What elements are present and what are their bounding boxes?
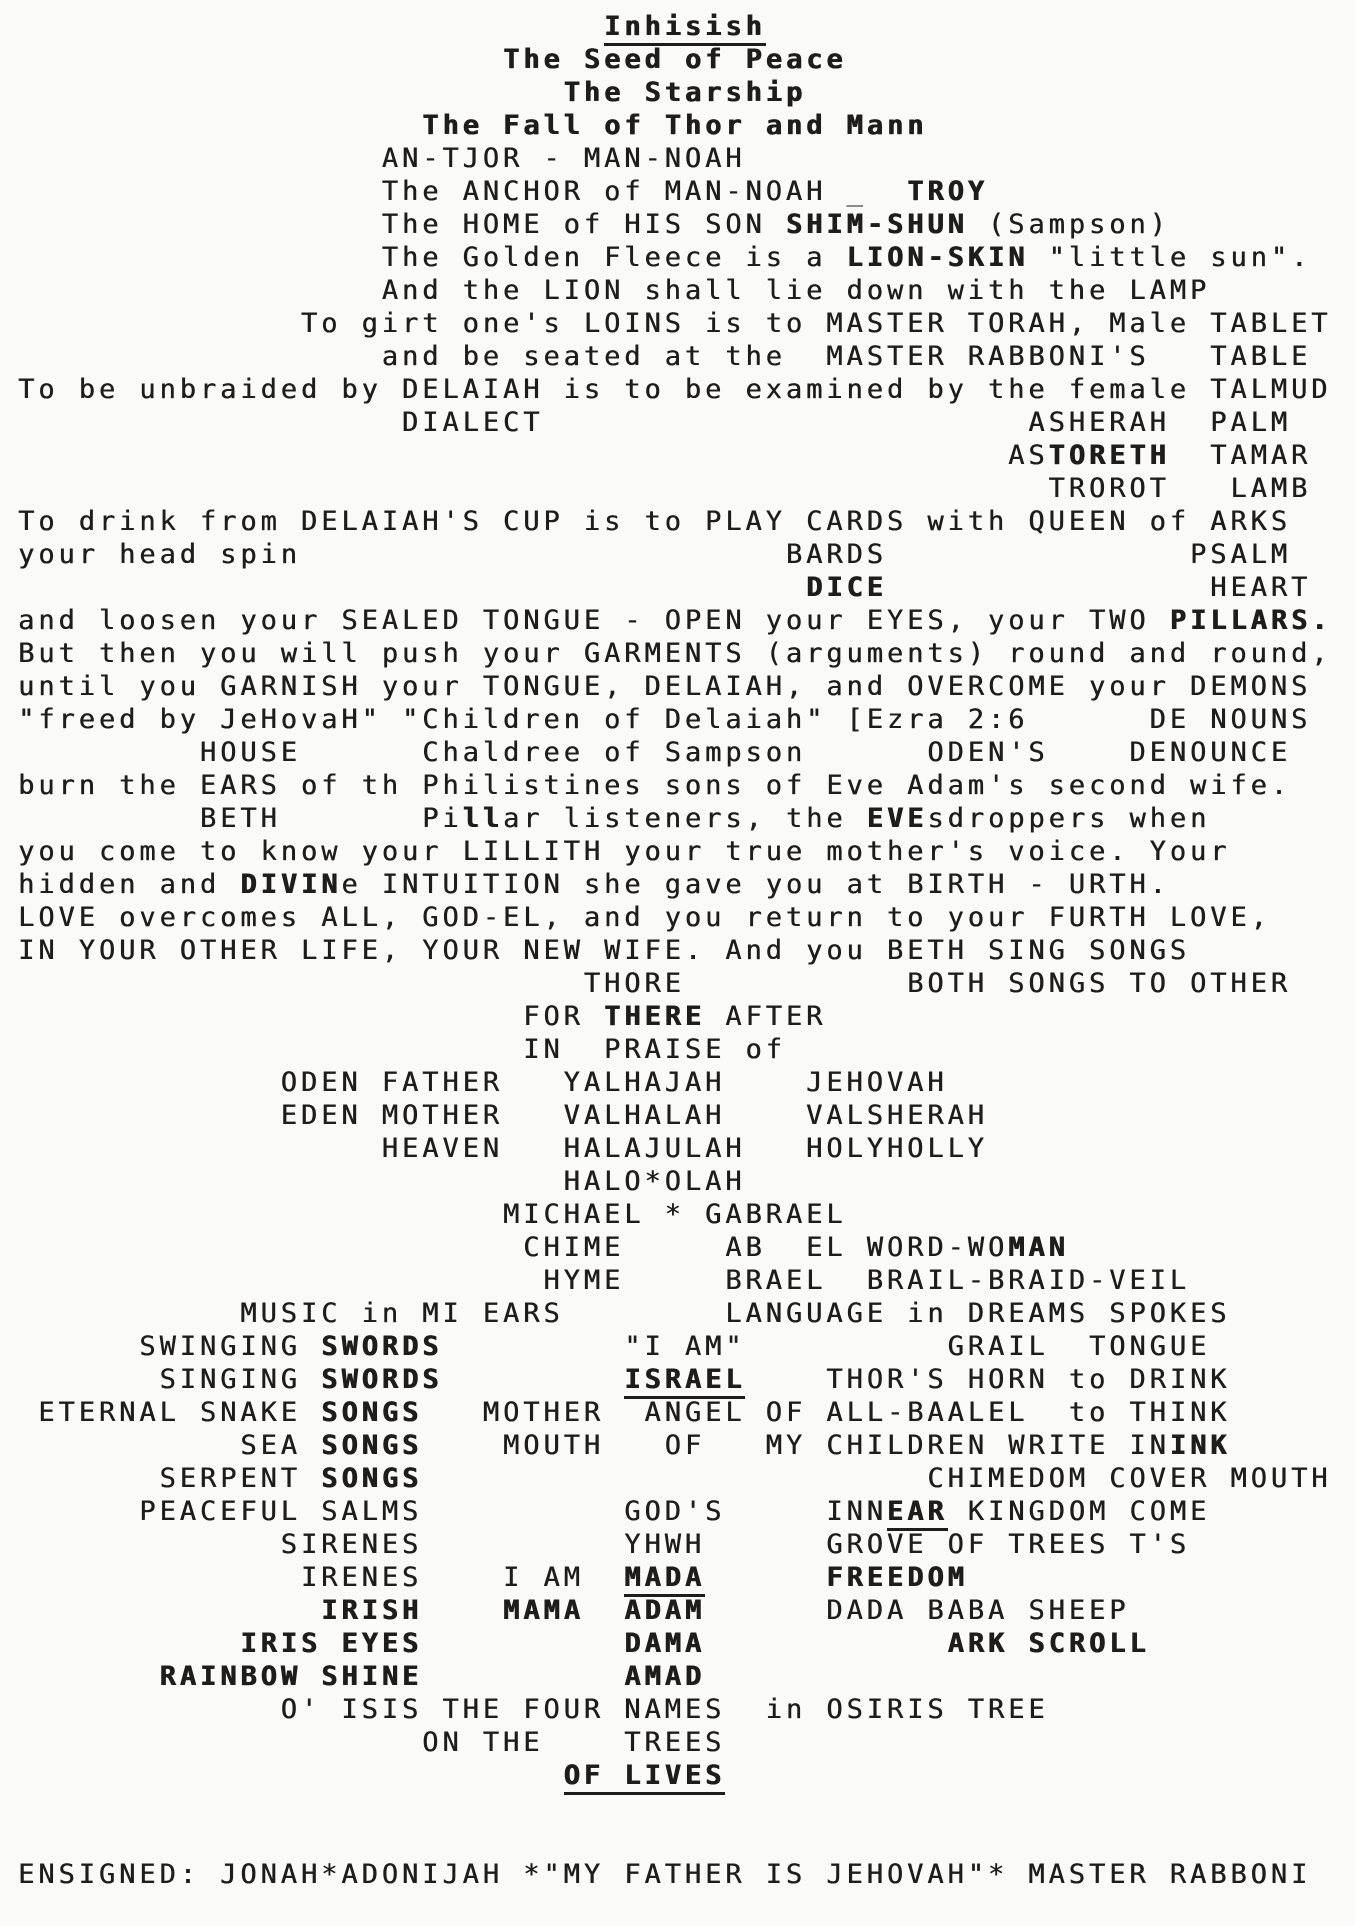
text-segment: But then you will push your GARMENTS (arguments) round and round,	[18, 638, 1332, 669]
text-segment: LION-SKIN	[846, 242, 1029, 273]
text-segment: MICHAEL * GABRAEL	[502, 1199, 847, 1230]
text-segment: and loosen your SEALED TONGUE - OPEN your EYES, your TWO	[18, 605, 1150, 636]
text-segment: HEAVEN HALAJULAH HOLYHOLLY	[381, 1133, 988, 1164]
text-line	[18, 1396, 1355, 1429]
text-line	[18, 1858, 1355, 1891]
text-line	[18, 1429, 1355, 1462]
text-segment: Chaldree of Sampson	[422, 737, 807, 768]
text-segment: TROROT	[1048, 473, 1170, 504]
text-line	[18, 505, 1355, 538]
text-line	[18, 1198, 1355, 1231]
text-segment: Pi	[422, 803, 463, 834]
text-line	[18, 1462, 1355, 1495]
text-line	[18, 1594, 1355, 1627]
text-segment: GROVE OF TREES T'S	[826, 1529, 1190, 1560]
text-segment: SWORDS	[321, 1364, 443, 1395]
text-segment: FREEDOM	[826, 1562, 968, 1593]
text-segment: sdroppers when	[927, 803, 1211, 834]
text-segment: in OSIRIS TREE	[765, 1694, 1049, 1725]
text-line	[18, 571, 1355, 604]
text-segment: ODEN FATHER YALHAJAH JEHOVAH	[280, 1067, 948, 1098]
text-segment: ADAM	[624, 1595, 706, 1626]
text-segment: AB EL WORD-WO	[725, 1232, 1009, 1263]
text-segment: ENSIGNED: JONAH*ADONIJAH *"MY FATHER IS JEHOVAH"* MASTER RABBONI	[18, 1859, 1312, 1890]
text-line	[18, 967, 1355, 1000]
text-segment: DIALECT	[401, 407, 544, 438]
text-segment: TROY	[907, 176, 988, 207]
text-segment: ISRAEL	[624, 1364, 745, 1399]
text-line	[18, 1132, 1355, 1165]
text-segment: The Seed of Peace	[502, 44, 847, 75]
text-segment: e INTUITION she gave you at BIRTH - URTH.	[341, 869, 1170, 900]
text-segment: To girt one's LOINS is to MASTER TORAH, Male TABLET	[300, 308, 1332, 339]
text-segment: BARDS	[785, 539, 887, 570]
text-segment: EAR	[887, 1496, 948, 1531]
text-line	[18, 703, 1355, 736]
text-segment: LAMB	[1230, 473, 1312, 504]
text-line	[18, 1759, 1355, 1792]
text-segment: SIRENES	[280, 1529, 423, 1560]
text-line	[18, 10, 1355, 43]
text-segment: "little sun".	[1048, 242, 1312, 273]
text-segment: HEART	[1210, 572, 1312, 603]
text-segment: SONGS	[321, 1397, 423, 1428]
text-segment: "I AM"	[624, 1331, 746, 1362]
text-segment: AS	[1008, 440, 1049, 471]
text-segment: DIVIN	[240, 869, 342, 900]
text-segment: SEA	[240, 1430, 301, 1461]
text-segment: The HOME of HIS SON	[381, 209, 766, 240]
text-segment: you come to know your LILLITH your true mother's voice. Your	[18, 836, 1231, 867]
text-segment: MAMA	[502, 1595, 584, 1626]
text-line	[18, 76, 1355, 109]
text-line	[18, 1264, 1355, 1297]
text-line	[18, 340, 1355, 373]
text-line	[18, 373, 1355, 406]
text-segment: THOR'S HORN to DRINK	[826, 1364, 1231, 1395]
text-line	[18, 1297, 1355, 1330]
text-segment: (Sampson)	[987, 209, 1170, 240]
text-segment: HOUSE	[199, 737, 301, 768]
text-segment: OF LIVES	[564, 1760, 726, 1795]
text-line	[18, 439, 1355, 472]
text-segment: PILLARS.	[1169, 605, 1332, 636]
text-segment: IRENES	[300, 1562, 423, 1593]
text-segment: EVE	[866, 803, 928, 834]
text-segment: SONGS	[321, 1463, 423, 1494]
text-line	[18, 901, 1355, 934]
text-line	[18, 835, 1355, 868]
text-segment: IRISH	[321, 1595, 423, 1626]
text-segment: FOR	[523, 1001, 584, 1032]
text-segment: AFTER	[725, 1001, 827, 1032]
text-segment: GOD'S	[624, 1496, 726, 1527]
text-segment: MOTHER ANGEL OF ALL-BAALEL to THINK	[482, 1397, 1231, 1428]
text-segment: PEACEFUL SALMS	[139, 1496, 423, 1527]
text-segment: AMAD	[624, 1661, 706, 1692]
text-line	[18, 1231, 1355, 1264]
text-line	[18, 1066, 1355, 1099]
text-segment: BRAEL BRAIL-BRAID-VEIL	[725, 1265, 1190, 1296]
text-line	[18, 472, 1355, 505]
text-line	[18, 1726, 1355, 1759]
text-segment: The Golden Fleece is a	[381, 242, 827, 273]
text-segment: ODEN'S	[927, 737, 1049, 768]
text-line	[18, 1825, 1355, 1858]
text-segment: INN	[826, 1496, 887, 1527]
text-line	[18, 1363, 1355, 1396]
text-segment: hidden and	[18, 869, 221, 900]
text-line	[18, 736, 1355, 769]
text-line	[18, 142, 1355, 175]
text-segment: LOVE overcomes ALL, GOD-EL, and you return to your FURTH LOVE,	[18, 902, 1271, 933]
text-segment: The ANCHOR of MAN-NOAH _	[381, 176, 867, 207]
text-segment: Inhisish	[604, 11, 766, 46]
text-segment: THORE	[583, 968, 685, 999]
text-segment: MAN	[1008, 1232, 1069, 1263]
text-line	[18, 868, 1355, 901]
text-segment: SHIM-SHUN	[785, 209, 968, 240]
text-segment: TAMAR	[1210, 440, 1312, 471]
text-line	[18, 637, 1355, 670]
text-line	[18, 175, 1355, 208]
text-segment: SWORDS	[321, 1331, 443, 1362]
text-line	[18, 307, 1355, 340]
text-line	[18, 1000, 1355, 1033]
text-segment: "freed by JeHovaH" "Children of Delaiah" [Ezra 2:6	[18, 704, 1029, 735]
text-segment: DICE	[806, 572, 887, 603]
text-line	[18, 1495, 1355, 1528]
text-line	[18, 1165, 1355, 1198]
text-line	[18, 1627, 1355, 1660]
text-segment: The Fall of Thor and Mann	[422, 110, 928, 141]
text-segment: IRIS EYES	[240, 1628, 423, 1659]
text-segment: ON THE TREES	[422, 1727, 726, 1758]
text-line	[18, 1561, 1355, 1594]
text-segment: until you GARNISH your TONGUE, DELAIAH, and OVERCOME your DEMONS	[18, 671, 1312, 702]
text-segment: IN PRAISE of	[523, 1034, 786, 1065]
text-line	[18, 406, 1355, 439]
text-segment: CHIME	[523, 1232, 625, 1263]
text-segment: LANGUAGE in DREAMS SPOKES	[725, 1298, 1231, 1329]
text-segment: And the LION shall lie down with the LAMP	[381, 275, 1211, 306]
text-line	[18, 109, 1355, 142]
text-segment: CHIMEDOM COVER MOUTH	[927, 1463, 1332, 1494]
text-segment: EDEN MOTHER VALHALAH VALSHERAH	[280, 1100, 988, 1131]
text-segment: INK	[1169, 1430, 1231, 1461]
text-segment: ASHERAH PALM	[1028, 407, 1291, 438]
text-line	[18, 670, 1355, 703]
text-segment: To be unbraided by DELAIAH is to be examined by the female TALMUD	[18, 374, 1332, 405]
text-segment: O' ISIS THE FOUR NAMES	[280, 1694, 726, 1725]
text-segment: DAMA	[624, 1628, 706, 1659]
text-segment: IN YOUR OTHER LIFE, YOUR NEW WIFE. And you BETH SING SONGS	[18, 935, 1190, 966]
text-segment: BOTH SONGS TO OTHER	[907, 968, 1291, 999]
text-segment: SINGING	[159, 1364, 301, 1395]
text-segment: To drink from DELAIAH'S CUP is to PLAY CARDS with QUEEN of ARKS	[18, 506, 1291, 537]
text-line	[18, 274, 1355, 307]
text-segment: I AM	[502, 1562, 584, 1593]
text-segment: HALO*OLAH	[563, 1166, 746, 1197]
text-segment: your head spin	[18, 539, 301, 570]
text-line	[18, 1033, 1355, 1066]
text-line	[18, 1099, 1355, 1132]
text-line	[18, 538, 1355, 571]
text-segment: ar listeners, the	[502, 803, 847, 834]
text-line	[18, 208, 1355, 241]
text-line	[18, 769, 1355, 802]
text-segment: AN-TJOR - MAN-NOAH	[381, 143, 746, 174]
text-segment: HYME	[543, 1265, 625, 1296]
text-segment: burn the EARS of th Philistines sons of Eve Adam's second wife.	[18, 770, 1291, 801]
text-segment: ARK SCROLL	[947, 1628, 1150, 1659]
text-line	[18, 43, 1355, 76]
text-segment: MADA	[624, 1562, 705, 1597]
text-segment: YHWH	[624, 1529, 706, 1560]
text-line	[18, 934, 1355, 967]
text-line	[18, 1330, 1355, 1363]
text-segment: KINGDOM COME	[967, 1496, 1211, 1527]
text-line	[18, 604, 1355, 637]
text-segment: SERPENT	[159, 1463, 301, 1494]
text-line	[18, 1660, 1355, 1693]
text-segment: PSALM	[1189, 539, 1291, 570]
text-segment: GRAIL TONGUE	[947, 1331, 1211, 1362]
text-line	[18, 1528, 1355, 1561]
text-line	[18, 241, 1355, 274]
text-segment: TORETH	[1048, 440, 1170, 471]
text-segment: RAINBOW SHINE	[159, 1661, 423, 1692]
text-segment: MUSIC in MI EARS	[240, 1298, 564, 1329]
text-segment: BETH	[199, 803, 281, 834]
text-segment: DE NOUNS	[1149, 704, 1312, 735]
text-line	[18, 1792, 1355, 1825]
text-segment: DENOUNCE	[1129, 737, 1291, 768]
text-line	[18, 802, 1355, 835]
text-segment: and be seated at the MASTER RABBONI'S TABLE	[381, 341, 1312, 372]
text-segment: THERE	[603, 1001, 706, 1032]
text-segment: SONGS	[321, 1430, 423, 1461]
text-segment: ll	[462, 803, 503, 834]
text-segment: ETERNAL SNAKE	[38, 1397, 301, 1428]
text-line	[18, 1693, 1355, 1726]
text-segment: SWINGING	[139, 1331, 301, 1362]
text-segment: DADA BABA SHEEP	[826, 1595, 1130, 1626]
text-segment: The Starship	[563, 77, 807, 108]
text-segment: MOUTH OF MY CHILDREN WRITE IN	[502, 1430, 1170, 1461]
